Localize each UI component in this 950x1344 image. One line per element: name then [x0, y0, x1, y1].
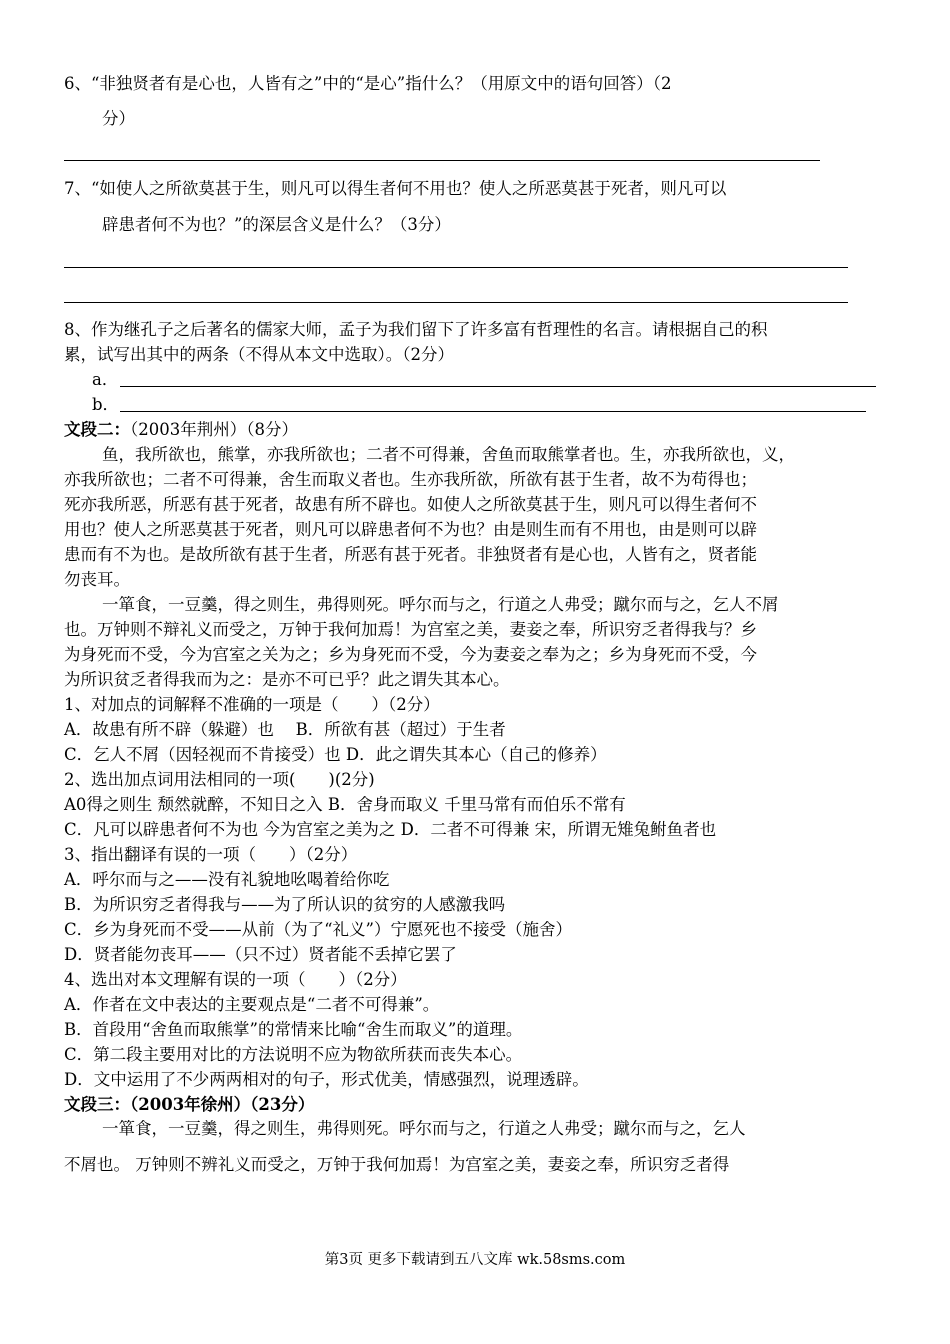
section2-question-line: A．故患有所不辟（躲避）也 B．所欲有甚（超过）于生者 [64, 720, 506, 739]
q6-line2: 分） [102, 109, 135, 128]
section2-question-line: C．凡可以辟患者何不为也 今为宫室之美为之 D．二者不可得兼 宋，所谓无雉兔鲋鱼者也 [64, 820, 717, 839]
section2-heading-source: （2003年荆州）（8分） [130, 420, 298, 439]
page-footer: 第3页 更多下载请到五八文库 wk.58sms.com [324, 1252, 626, 1268]
section2-question-line: 1、对加点的词解释不准确的一项是（ ）（2分） [64, 695, 440, 714]
section2-question-line: C．乞人不屑（因轻视而不肯接受）也 D．此之谓失其本心（自己的修养） [64, 745, 607, 764]
section2-para2-line: 为身死而不受，今为宫室之关为之；乡为身死而不受，今为妻妾之奉为之；乡为身死而不受，今 [64, 645, 757, 664]
section2-heading [64, 419, 298, 441]
section2-para1-line: 用也？使人之所恶莫甚于死者，则凡可以辟患者何不为也？由是则生而有不用也，由是则可以辟 [64, 520, 757, 539]
section2-question-line: 3、指出翻译有误的一项（ ）（2分） [64, 845, 358, 864]
section2-para1-line: 鱼，我所欲也，熊掌，亦我所欲也；二者不可得兼，舍鱼而取熊掌者也。生，亦我所欲也，义， [102, 445, 795, 464]
q7-answer-line-1[interactable] [64, 267, 848, 268]
q6-answer-line[interactable] [64, 160, 820, 161]
section2-para1-line: 死亦我所恶，所恶有甚于死者，故患有所不辟也。如使人之所欲莫甚于生，则凡可以得生者何不 [64, 495, 757, 514]
q8-b-label: b． [92, 395, 120, 414]
q8-line2: 累，试写出其中的两条（不得从本文中选取）。（2分） [64, 345, 454, 364]
section2-question-line: C．乡为身死而不受——从前（为了“礼义”）宁愿死也不接受（施舍） [64, 920, 572, 939]
q8-line1: 8、作为继孔子之后著名的儒家大师，孟子为我们留下了许多富有哲理性的名言。请根据自己的积 [64, 320, 768, 339]
q8-a-label: a． [92, 370, 119, 389]
section2-question-line: B．为所识穷乏者得我与——为了所认识的贫穷的人感激我吗 [64, 895, 506, 914]
section2-para1-line: 患而有不为也。是故所欲有甚于生者，所恶有甚于死者。非独贤者有是心也，人皆有之，贤者能 [64, 545, 757, 564]
section2-para1-line: 亦我所欲也；二者不可得兼，舍生而取义者也。生亦我所欲，所欲有甚于生者，故不为苟得也； [64, 470, 757, 489]
section2-question-line: A．呼尔而与之——没有礼貌地吆喝着给你吃 [64, 870, 390, 889]
section2-para1-line: 勿丧耳。 [64, 570, 130, 589]
section3-line: 不屑也。 万钟则不辨礼义而受之，万钟于我何加焉！为宫室之美，妻妾之奉，所识穷乏者得 [64, 1155, 730, 1174]
q8-a-answer-line[interactable] [120, 386, 876, 387]
q7-line2: 辟患者何不为也？”的深层含义是什么？（3分） [102, 215, 451, 234]
section2-question-line: 4、选出对本文理解有误的一项（ ）（2分） [64, 970, 407, 989]
section2-question-line: D．贤者能勿丧耳——（只不过）贤者能不丢掉它罢了 [64, 945, 457, 964]
section2-question-line: C．第二段主要用对比的方法说明不应为物欲所获而丧失本心。 [64, 1045, 523, 1064]
section3-heading: 文段三：（2003年徐州）（23分） [64, 1095, 315, 1114]
section2-question-line: B．首段用“舍鱼而取熊掌”的常情来比喻“舍生而取义”的道理。 [64, 1020, 523, 1039]
q8-b-answer-line[interactable] [120, 411, 866, 412]
section2-para2-line: 为所识贫乏者得我而为之：是亦不可已乎？此之谓失其本心。 [64, 670, 510, 689]
section2-para2-line: 也。万钟则不辩礼义而受之，万钟于我何加焉！为宫室之美，妻妾之奉，所识穷乏者得我与？乡 [64, 620, 757, 639]
q7-line1: 7、“如使人之所欲莫甚于生，则凡可以得生者何不用也？使人之所恶莫甚于死者，则凡可以 [64, 179, 727, 198]
section2-heading-label: 文段二： [64, 420, 130, 439]
section2-question-line: D．文中运用了不少两两相对的句子，形式优美，情感强烈，说理透辟。 [64, 1070, 589, 1089]
section3-line: 一箪食，一豆羹，得之则生，弗得则死。呼尔而与之，行道之人弗受；蹴尔而与之，乞人 [102, 1119, 746, 1138]
section2-para2-line: 一箪食，一豆羹，得之则生，弗得则死。呼尔而与之，行道之人弗受；蹴尔而与之，乞人不屑 [102, 595, 779, 614]
section2-question-line: A．作者在文中表达的主要观点是“二者不可得兼”。 [64, 995, 440, 1014]
section2-question-line: 2、选出加点词用法相同的一项( )(2分) [64, 770, 375, 789]
q6-line1: 6、“非独贤者有是心也，人皆有之”中的“是心”指什么？（用原文中的语句回答）（2 [64, 74, 672, 93]
section2-question-line: A0得之则生 颓然就醉，不知日之入 B．舍身而取义 千里马常有而伯乐不常有 [64, 795, 626, 814]
q7-answer-line-2[interactable] [64, 302, 848, 303]
